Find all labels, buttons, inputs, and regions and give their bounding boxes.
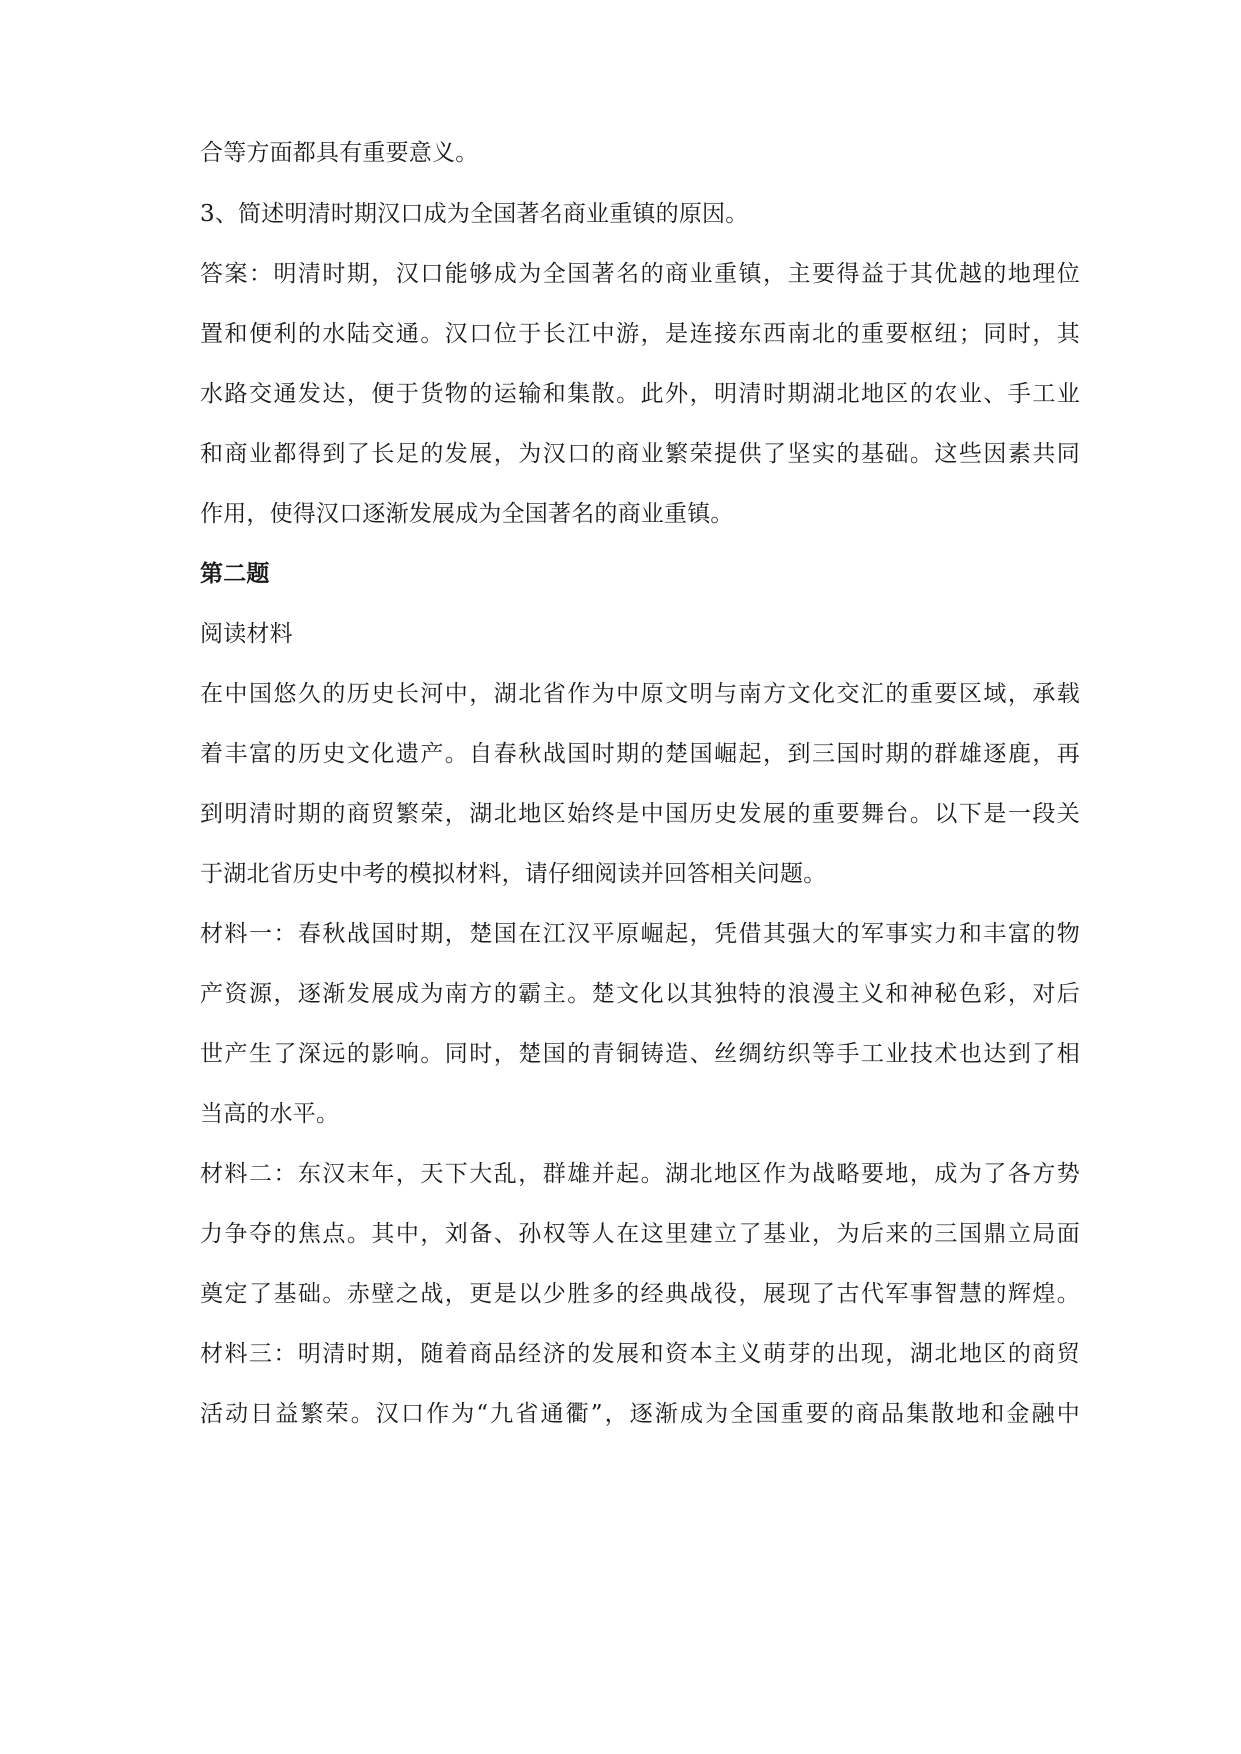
material-2-line: 力争夺的焦点。其中，刘备、孙权等人在这里建立了基业，为后来的三国鼎立局面 xyxy=(200,1221,1080,1247)
answer-line: 作用，使得汉口逐渐发展成为全国著名的商业重镇。 xyxy=(200,501,734,527)
answer-line: 答案：明清时期，汉口能够成为全国著名的商业重镇，主要得益于其优越的地理位 xyxy=(200,261,1080,287)
material-3-line: 活动日益繁荣。汉口作为“九省通衢”，逐渐成为全国重要的商品集散地和金融中 xyxy=(200,1401,1080,1427)
answer-line: 水路交通发达，便于货物的运输和集散。此外，明清时期湖北地区的农业、手工业 xyxy=(200,381,1080,407)
answer-line: 置和便利的水陆交通。汉口位于长江中游，是连接东西南北的重要枢纽；同时，其 xyxy=(200,321,1080,347)
answer-line: 和商业都得到了长足的发展，为汉口的商业繁荣提供了坚实的基础。这些因素共同 xyxy=(200,441,1080,467)
material-1-line: 世产生了深远的影响。同时，楚国的青铜铸造、丝绸纺织等手工业技术也达到了相 xyxy=(200,1041,1080,1067)
material-2-line: 奠定了基础。赤壁之战，更是以少胜多的经典战役，展现了古代军事智慧的辉煌。 xyxy=(200,1281,1080,1307)
section-heading: 第二题 xyxy=(200,560,270,587)
paragraph-line: 着丰富的历史文化遗产。自春秋战国时期的楚国崛起，到三国时期的群雄逐鹿，再 xyxy=(200,741,1080,767)
paragraph-line: 于湖北省历史中考的模拟材料，请仔细阅读并回答相关问题。 xyxy=(200,861,827,887)
paragraph-line: 在中国悠久的历史长河中，湖北省作为中原文明与南方文化交汇的重要区域，承载 xyxy=(200,681,1080,707)
paragraph-line: 合等方面都具有重要意义。 xyxy=(200,140,479,166)
paragraph-line: 到明清时期的商贸繁荣，湖北地区始终是中国历史发展的重要舞台。以下是一段关 xyxy=(200,801,1080,827)
question-3: 3、简述明清时期汉口成为全国著名商业重镇的原因。 xyxy=(200,201,749,227)
material-2-line: 材料二：东汉末年，天下大乱，群雄并起。湖北地区作为战略要地，成为了各方势 xyxy=(200,1161,1080,1187)
material-1-line: 材料一：春秋战国时期，楚国在江汉平原崛起，凭借其强大的军事实力和丰富的物 xyxy=(200,921,1080,947)
subheading: 阅读材料 xyxy=(200,621,293,647)
material-1-line: 产资源，逐渐发展成为南方的霸主。楚文化以其独特的浪漫主义和神秘色彩，对后 xyxy=(200,981,1080,1007)
material-1-line: 当高的水平。 xyxy=(200,1101,340,1127)
material-3-line: 材料三：明清时期，随着商品经济的发展和资本主义萌芽的出现，湖北地区的商贸 xyxy=(200,1341,1080,1367)
